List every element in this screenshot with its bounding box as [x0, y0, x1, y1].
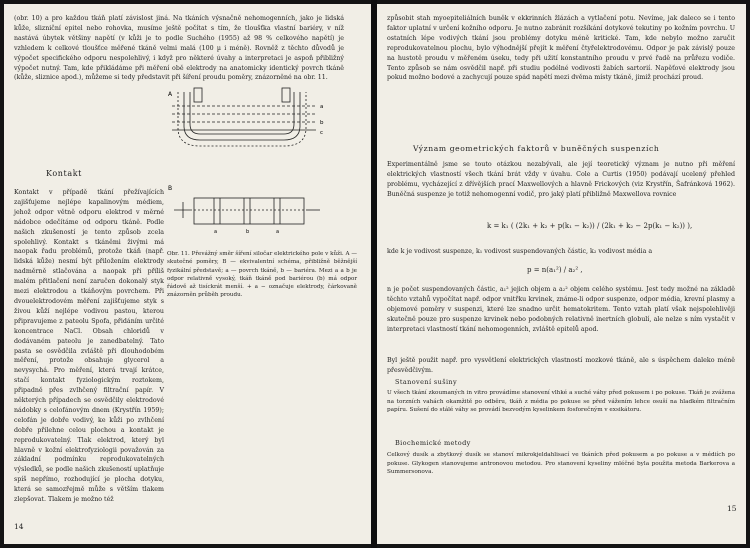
figure-label-b: B	[168, 185, 173, 192]
svg-text:c: c	[320, 130, 324, 136]
geometric-factors-paragraph: Experimentálně jsme se touto otázkou nezabývali, ale její teoretický význam je nutno při měření elektrických vlastností všech tkání brát vždy v úvahu. Cole a Curtis (1950) podávají ucelený přehled problému, vycházející z dřívějších prací Maxwellových a hlavně Frickových (viz Krystřín, Šafránková 1962). Buněčná suspenze je totiž nehomogenní vodič, pro jaký platí přibližně Maxwellova rovnice	[387, 161, 735, 198]
subheading-dry-matter: Stanovení sušiny	[395, 378, 458, 386]
section-heading-kontakt: Kontakt	[46, 169, 82, 178]
right-page	[377, 4, 746, 544]
section-heading-geometric-factors: Význam geometrických faktorů v buněčných suspenzích	[413, 144, 660, 153]
right-top-paragraph: způsobit stah myoepiteliálních buněk v ekkrinních žlázách a vytlačení potu. Nevíme, jak daleco se i tento faktor uplatní v určení kožního odporu. Je nutno zabránit rozšíkání dotykové tekutiny po kožním povrchu. U ostatních lépe vodivých tkání jsou problémy dotyku méně kritické. Tam, kde nebylo možno zaručit reprodukovatelnou plochu, bylo výhodnější přejít k měření čtyřelektrodovému. Odpor je pak závislý pouze na hustotě proudu v měřeném úseku, tedy při užití konstantního proudu v prvé řadě na průřezu vodiče. Tento způsob se nám osvědčil např. při studiu podélné vodivosti žabích sartorií. Napěťové elektrody jsou pokud možno bodové a zachycují pouze spád napětí mezi dvěma místy tkáně, jimiž prochází proud.	[387, 15, 735, 82]
page-number-left: 14	[14, 522, 24, 531]
svg-text:b: b	[320, 120, 324, 126]
contact-paragraph-column: Kontakt v případě tkání přežívajících zajišťujeme nejlépe kapalinovým médiem, jehož odpor větně odporu elektrod v měrné nádobce odečítáme od odporu tkáně. Podle našich zkušeností je tento způsob zcela spolehlivý. Kontakt s tkáněmi živými má naopak řadu problémů, protože tkáň (např. lidská kůže) nesmí být přiložením elektrody nadměrně stlačována a naopak při příliš malém přitlačení není zaručen dokonalý styk mezi elektrodou a tkáňovým povrchem. Při dvouelektrodovém měření zajišťujeme styk s živou kůží nejlépe vodivou pastou, kterou připravujeme z pateolu Spofa, přidáním určité koncentrace NaCl. Obsah chloridů v dodávaném pateolu je zanedbatelný. Tato pasta se osvědčila zvláště při dlouhodobém měření, protože obsahuje glycerol a nevysychá. Pro měření, která trvají krátce, stačí kontakt fyziologickým roztokem, připadně přes zvlhčený filtrační papír. V některých případech se osvědčily elektrodové nádobky s celofánovým dnem (Krystřín 1959); celofán je dobře vodivý, ke kůži po zvlhčení dobře přilehne celou plochou a kontakt je reprodukovatelný. Tlak elektrod, který byl hlavně v kožní elektrofyziologii považován za základní podmínku reprodukovatelných výsledků, se podle našich zkušeností uplatňuje spíš nepřímo, rozhodující je plocha dotyku, která se samozřejmě může s větším tlakem zlepšovat. Tlakem je možno též	[14, 189, 164, 504]
figure-label-a: A	[168, 91, 173, 98]
biochemical-methods-text: Celkový dusík a zbytkový dusík se stanoví mikrokjeldahlisací ve tkáních před pokusem a po pokuse a v médiích po pokuse. Glykogen stanovujeme antronovou metodou. Pro stanovení kyseliny mléčné byla použita metoda Barkerova a Summersonova.	[387, 452, 735, 476]
page-number-right: 15	[727, 504, 737, 513]
svg-text:a: a	[320, 104, 324, 110]
contact-paragraph-full	[14, 347, 362, 515]
left-page	[4, 4, 371, 544]
svg-text:b: b	[246, 229, 250, 235]
svg-text:a: a	[276, 229, 280, 235]
volume-fraction-equation: p = n(a₁²) / a₂² ,	[527, 266, 583, 274]
maxwell-equation: k = k₁ ( (2k₁ + k₂ + p(k₁ − k₂)) / (2k₁ + k₂ − 2p(k₁ − k₂)) ),	[487, 222, 693, 230]
figure-11-caption: Obr. 11. Převážný směr šíření siločar elektrického pole v kůži. A — skutečné poměry, B — ekvivalentní schéma, přibližně běžnější fyzikální představě; a — povrch tkáně, b — bariéra. Mezi a a b je odpor relativně vysoký, tkáň tkáně pod bariérou (b) má odpor řádově až tisíckrát menší. + a − označuje elektrody, čárkovaně znázorněn průběh proudu.	[167, 251, 357, 299]
figure-11-diagram	[164, 86, 364, 246]
suspension-paragraph: n je počet suspendovaných částic, a₁² jejich objem a a₂² objem celého systému. Jest tedy možné na základě těchto vztahů vypočítat např. odpor vnitřku krvinek, známe-li odpor suspenze, odpor média, krevní plasmy a objemové poměry v suspenzi, které lze snadno určit hematokritem. Tento vztah platí však nejspolehlivěji skutečně pouze pro suspenze krvinek nebo podobných relativně inertních globulí, ale nelze s ním vystačit v interpretaci vlastností tkání nehomogenních, zvláště epitelů apod.	[387, 286, 735, 333]
left-top-paragraph: (obr. 10) a pro každou tkáň platí závislost jiná. Na tkáních výsnačně nehomogenních, jako je lidská kůže, slizniční epitel nebo rohovka, musíme ještě počítat s tím, že tloušťka vlastní bariéry, v níž nastává úbytek většiny napětí (v kůži je to podle Suchého (1955) až 98 % celkového napětí) je vzhledem k celkové tloušťce měřené tkáně velmi malá (100 µ i méně). Rovněž z těchto důvodů je výpočet specifického odporu nespolehlivý, i když pro některé úvahy a interpretaci je aspoň přibližný výpočet nutný. Tam, kde přikládáme při měření obě elektrody na anatomicky identický povrch tkáně (kůže, sliznice apod.), můžeme si tedy představit při šíření proudu poměry, znázorněné na obr. 11.	[14, 15, 344, 82]
subheading-biochemical-methods: Biochemické metody	[395, 439, 471, 447]
brain-tissue-paragraph: Byl ještě použit např. pro vysvětlení elektrických vlastností mozkové tkáně, ale s úspěchem daleko méně přesvědčivým.	[387, 357, 735, 374]
svg-text:a: a	[214, 229, 218, 235]
dry-matter-text: U všech tkání zkoumaných in vitro provádíme stanovení vlhké a suché váhy před pokusem i po pokuse. Tkáň je zvážena na torzních vahách okamžitě po odběru, tkáň z média po pokuse se před vážením lehce osuší na hladkém filtračním papíru. Sušení do stálé váhy se provádí bezvodým kyselinkem fosforečným v exsikátoru.	[387, 390, 735, 414]
equation-definitions: kde k je vodivost suspenze, k₁ vodivost suspendovaných částic, k₂ vodivost média a	[387, 248, 653, 255]
left-top-paragraph-continued	[14, 74, 164, 174]
